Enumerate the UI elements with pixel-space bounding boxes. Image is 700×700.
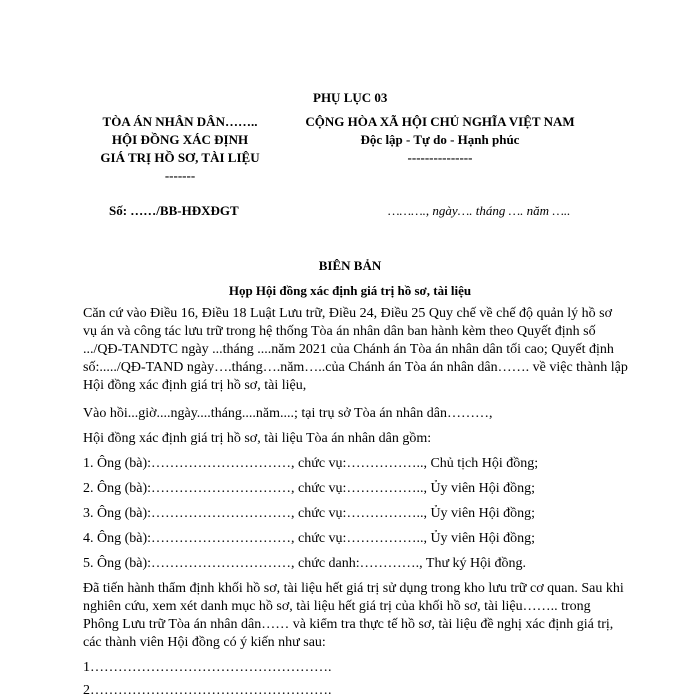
basis-line-4: số:...../QĐ-TAND ngày….tháng….năm…..của Chánh án Tòa án nhân dân……. về việc thành lập — [83, 360, 628, 375]
appraisal-line-4: các thành viên Hội đồng có ý kiến như sau: — [83, 635, 326, 650]
document-subtitle: Họp Hội đồng xác định giá trị hồ sơ, tài liệu — [228, 283, 472, 298]
basis-line-5: Hội đồng xác định giá trị hồ sơ, tài liệu, — [83, 378, 307, 393]
member-2: 2. Ông (bà):…………………………, chức vụ:…………….., Ủy viên Hội đồng; — [83, 481, 536, 496]
appraisal-line-2: nghiên cứu, xem xét danh mục hồ sơ, tài liệu hết giá trị của khối hồ sơ, tài liệu…….. trong — [83, 599, 591, 614]
appraisal-line-3: Phông Lưu trữ Tòa án nhân dân…… và kiểm tra thực tế hồ sơ, tài liệu đề nghị xác định giá trị, — [83, 617, 614, 632]
member-1: 1. Ông (bà):…………………………, chức vụ:…………….., Chủ tịch Hội đồng; — [83, 456, 539, 471]
council-members-intro: Hội đồng xác định giá trị hồ sơ, tài liệu Tòa án nhân dân gồm: — [83, 431, 432, 446]
court-name: TÒA ÁN NHÂN DÂN…….. — [102, 114, 258, 129]
appendix-label: PHỤ LỤC 03 — [313, 90, 388, 105]
meeting-time-place: Vào hồi...giờ....ngày....tháng....năm....; tại trụ sở Tòa án nhân dân………, — [83, 406, 493, 421]
document-title: BIÊN BẢN — [318, 258, 382, 273]
document-date: ………., ngày…. tháng …. năm ….. — [388, 203, 571, 218]
basis-line-2: vụ án và công tác lưu trữ trong hệ thống Tòa án nhân dân ban hành kèm theo Quyết định số — [83, 324, 596, 339]
member-5: 5. Ông (bà):…………………………, chức danh:…………., Thư ký Hội đồng. — [83, 556, 527, 571]
council-name-line2: GIÁ TRỊ HỒ SƠ, TÀI LIỆU — [100, 150, 260, 165]
member-4: 4. Ông (bà):…………………………, chức vụ:…………….., Ủy viên Hội đồng; — [83, 531, 536, 546]
council-name-line1: HỘI ĐỒNG XÁC ĐỊNH — [111, 132, 249, 147]
nation-name: CỘNG HÒA XÃ HỘI CHỦ NGHĨA VIỆT NAM — [305, 114, 575, 129]
basis-line-1: Căn cứ vào Điều 16, Điều 18 Luật Lưu trữ, Điều 24, Điều 25 Quy chế về chế độ quản lý hồ sơ — [83, 306, 612, 321]
basis-line-3: .../QĐ-TANDTC ngày ...tháng ....năm 2021 của Chánh án Tòa án nhân dân tối cao; Quyết định — [83, 342, 614, 357]
opinion-2: 2……………………………………………. — [83, 683, 332, 698]
member-3: 3. Ông (bà):…………………………, chức vụ:…………….., Ủy viên Hội đồng; — [83, 506, 536, 521]
opinion-1: 1……………………………………………. — [83, 660, 332, 675]
national-motto: Độc lập - Tự do - Hạnh phúc — [360, 132, 520, 147]
appraisal-line-1: Đã tiến hành thẩm định khối hồ sơ, tài liệu hết giá trị sử dụng trong kho lưu trữ cơ quan. Sau khi — [83, 581, 624, 596]
document-number: Số: ……/BB-HĐXĐGT — [109, 203, 239, 218]
right-header-dash: --------------- — [407, 150, 473, 165]
left-header-dash: ------- — [164, 168, 196, 183]
